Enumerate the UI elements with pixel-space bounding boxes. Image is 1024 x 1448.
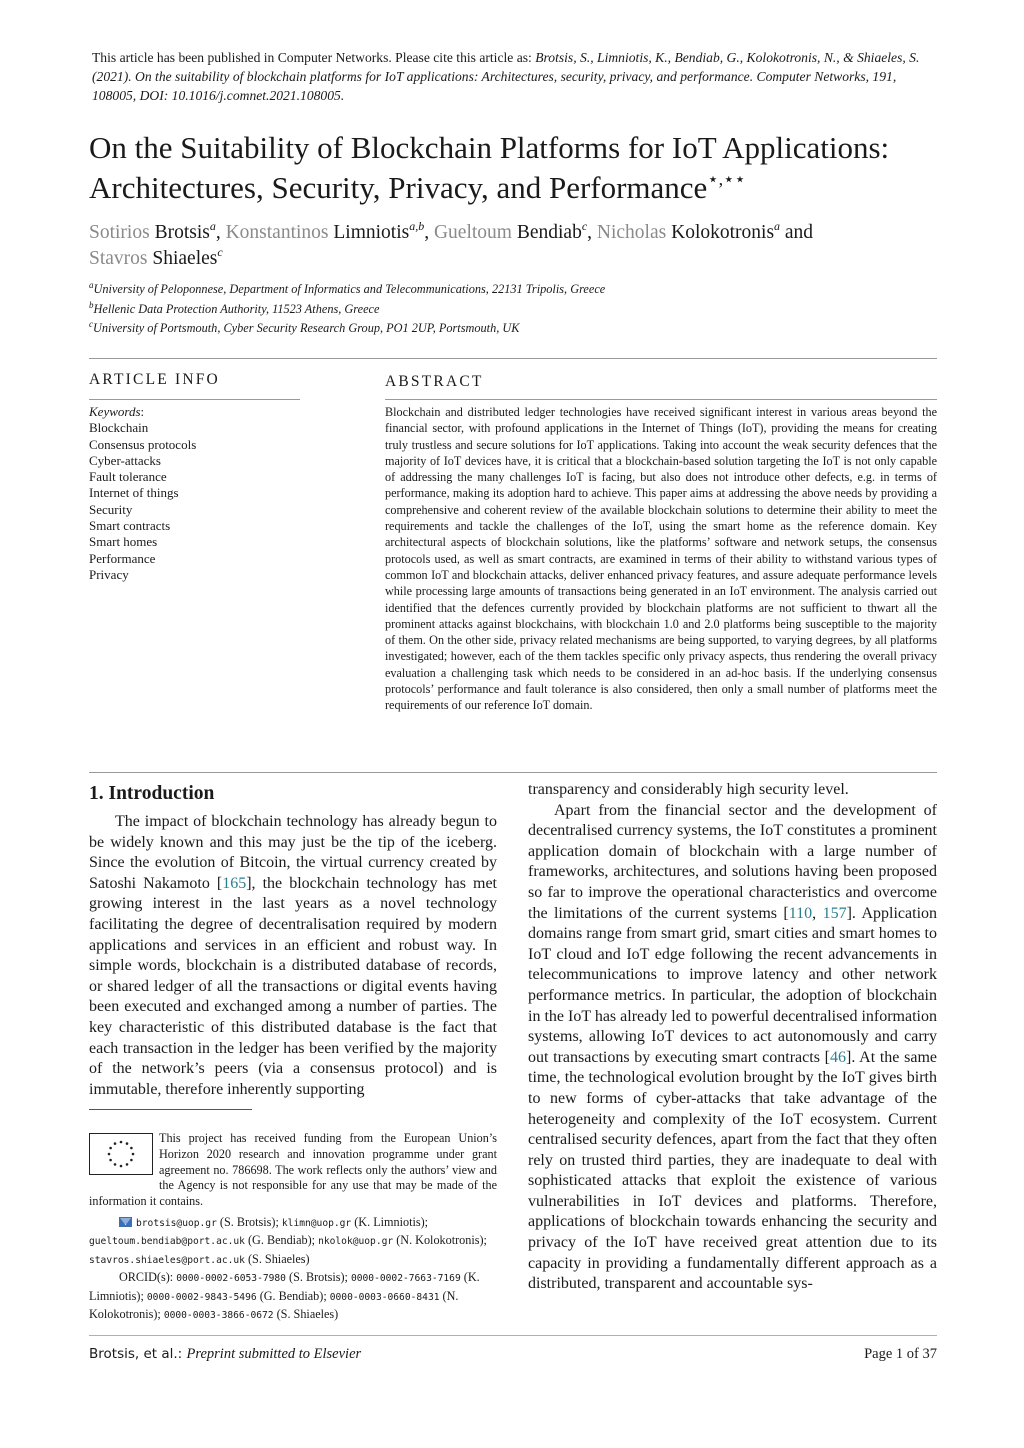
article-info-divider <box>89 399 300 400</box>
author: Sotirios Brotsis$^a$, <box>89 219 226 243</box>
keywords-label: Keywords: <box>89 404 145 419</box>
keyword: Consensus protocols <box>89 436 197 452</box>
page-footer <box>89 1346 937 1363</box>
citation-link[interactable]: 110 <box>788 904 813 922</box>
keyword: Security <box>89 501 133 517</box>
author-list <box>89 220 949 272</box>
email-link[interactable]: brotsis@uop.gr <box>136 1218 217 1229</box>
email-list: brotsis@uop.gr (S. Brotsis); klimn@uop.gr (K. Limniotis); gueltoum.bendiab@port.ac.uk (G. Bendiab); nkolok@uop.gr (N. Kolokotronis); stavros.shiaeles@port.ac.uk (S. Shiaeles) <box>89 1215 487 1266</box>
affiliation: $^a$University of Peloponnese, Department of Informatics and Telecommunications, 22131 Tripolis, Greece <box>89 280 606 296</box>
orcid-id[interactable]: 0000-0002-6053-7980 <box>176 1273 286 1285</box>
email-link[interactable]: stavros.shiaeles@port.ac.uk <box>89 1254 245 1266</box>
intro-paragraph: The impact of blockchain technology has already begun to be widely known and this may just be the tip of the iceberg. Since the evolution of Bitcoin, the virtual currency created by Satoshi Nakamoto [165], the blockchain technology has met growing interest in the last years as a novel technology facilitating the degree of decentralisation required by modern applications and services in an efficient and robust way. In simple words, blockchain is a distributed database of records, or shared ledger of all the transactions or digital events having been executed and exchanged among a number of parties. The key characteristic of this distributed database is the fact that each transaction in the ledger has been verified by the majority of the network’s peers (via a consensus protocol) and is immutable, therefore inherently supporting <box>89 813 498 1098</box>
citation-link[interactable]: 157 <box>822 904 847 922</box>
author: Nicholas Kolokotronis$^a$ and <box>596 219 814 243</box>
article-info-heading: ARTICLE INFO <box>89 371 220 388</box>
abstract-divider <box>385 399 937 400</box>
keyword: Performance <box>89 550 156 566</box>
keyword: Privacy <box>89 566 129 582</box>
title-footnote-marks: ⋆,⋆⋆ <box>707 169 746 189</box>
title-line-1: On the Suitability of Blockchain Platforms for IoT Applications: <box>89 130 890 165</box>
keyword: Cyber-attacks <box>89 452 161 468</box>
paper-title <box>89 128 949 208</box>
notice-citation: Brotsis, S., Limniotis, K., Bendiab, G., Kolokotronis, N., & Shiaeles, S. (2021). On the suitability of blockchain platforms for IoT applications: Architectures, security, privacy, and performance. Computer Networks, 191, 108005, DOI: 10.1016/j.comnet.2021.108005. <box>92 50 920 103</box>
affiliation: $^c$University of Portsmouth, Cyber Security Research Group, PO1 2UP, Portsmouth, UK <box>89 319 520 335</box>
email-link[interactable]: klimn@uop.gr <box>281 1218 352 1229</box>
footnote-rule <box>89 1109 252 1110</box>
orcid-id[interactable]: 0000-0003-3866-0672 <box>163 1310 274 1322</box>
email-link[interactable]: gueltoum.bendiab@port.ac.uk <box>89 1236 245 1248</box>
abstract-text: Blockchain and distributed ledger technologies have received significant interest in various areas beyond the financial sector, with profound applications in the Internet of Things (IoT), providing the means for creating truly trustless and secure solutions for IoT applications. Taking into account the weak security defences that the majority of IoT devices have, it is critical that a blockchain-based solution targeting the IoT is not only capable of addressing the many challenges IoT is facing, but also does not introduce other defects, e.g. in terms of performance, making its adoption hard to achieve. This paper aims at addressing the above needs by providing a comprehensive and coherent review of the available blockchain solutions to determine their ability to meet the requirements and tackle the challenges of the IoT, using the smart home as the reference domain. Key architectural aspects of blockchain solutions, like the platforms’ software and network setups, the consensus protocols used, as well as smart contracts, are examined in terms of their ability to withstand various types of common IoT and blockchain attacks, deliver enhanced privacy features, and assure adequate performance levels while processing large amounts of transactions being generated in an IoT environment. The analysis carried out identified that the defences currently provided by blockchain platforms are not sufficient to thwart all the prominent attacks against blockchains, with blockchain 1.0 and 2.0 platforms being susceptible to the majority of them. On the other side, privacy related mechanisms are being supported, to varying degrees, by all platforms investigated; however, each of the them tackles specific only privacy aspects, thus rendering the overall privacy evaluation a challenging task which needs to be considered in an ad-hoc basis. If the underlying consensus protocols’ performance and fault tolerance is also considered, then only a small number of platforms meet the requirements of our reference IoT domain. <box>385 405 937 713</box>
keyword: Internet of things <box>89 485 179 501</box>
mail-icon <box>119 1217 132 1227</box>
orcid-id[interactable]: 0000-0002-9843-5496 <box>146 1291 257 1303</box>
affiliation-list <box>89 280 949 339</box>
citation-link[interactable]: 165 <box>222 874 247 892</box>
intro-right-column <box>528 780 937 1295</box>
contact-footnote <box>89 1214 497 1324</box>
keyword-list <box>89 404 309 583</box>
intro-paragraph: Apart from the financial sector and the development of decentralised currency systems, the IoT constitutes a prominent application domain of blockchain with a large number of frameworks, architectures, and solutions having been proposed so far to improve the operational characteristics and overcome the limitations of the current systems [110, 157]. Application domains range from smart grid, smart cities and smart homes to IoT cloud and IoT edge following the recent advancements in telecommunications to improve latency and other network performance metrics. In particular, the adoption of blockchain in the IoT has already led to powerful decentralised information systems, allowing IoT devices to act autonomously and carry out transactions by executing smart contracts [46]. At the same time, the technological evolution brought by the IoT gives birth to new forms of cyber-attacks that take advantage of the heterogeneity and complexity of the IoT ecosystem. Current centralised security defences, apart from the fact that they often rely on trusted third parties, they are inadequate to deal with sophisticated attacks that exploit the existence of various vulnerabilities in IoT devices and platforms. Therefore, applications of blockchain towards enhancing the security and privacy of the IoT have received great attention due to its capacity in providing a fundamentally different approach as a distributed, transparent and accountable sys- <box>528 801 938 1293</box>
footer-divider <box>89 1335 937 1336</box>
intro-paragraph-continued: transparency and considerably high security level. <box>528 781 849 798</box>
footer-running-head: Brotsis, et al.: Preprint submitted to Elsevier <box>89 1346 362 1362</box>
keyword: Blockchain <box>89 420 149 436</box>
body-divider <box>89 772 937 773</box>
page-number: Page 1 of 37 <box>864 1346 937 1362</box>
orcid-id[interactable]: 0000-0002-7663-7169 <box>350 1273 461 1285</box>
keyword: Fault tolerance <box>89 469 167 485</box>
header-divider <box>89 358 937 359</box>
email-link[interactable]: nkolok@uop.gr <box>318 1236 394 1248</box>
introduction-heading: 1. Introduction <box>89 783 215 804</box>
author: Gueltoum Bendiab$^c$, <box>433 219 597 243</box>
abstract-heading: ABSTRACT <box>385 373 484 390</box>
intro-left-column <box>89 812 497 1100</box>
citation-link[interactable]: 46 <box>829 1048 846 1066</box>
citation-notice <box>92 48 932 105</box>
affiliation: $^b$Hellenic Data Protection Authority, 11523 Athens, Greece <box>89 299 380 316</box>
funding-footnote: This project has received funding from the European Union’s Horizon 2020 research and innovation programme under grant agreement no. 786698. The work reflects only the authors’ view and the Agency is not responsible for any use that may be made of the information it contains. <box>89 1131 497 1209</box>
keyword: Smart contracts <box>89 518 171 534</box>
orcid-id[interactable]: 0000-0003-0660-8431 <box>329 1291 440 1303</box>
author: Stavros Shiaeles$^c$ <box>89 245 223 269</box>
notice-prefix: This article has been published in Computer Networks. Please cite this article as: <box>92 50 536 65</box>
title-line-2: Architectures, Security, Privacy, and Performance <box>89 170 708 205</box>
keyword: Smart homes <box>89 534 158 550</box>
author: Konstantinos Limniotis$^{a,b}$, <box>225 219 434 243</box>
orcid-list: ORCID(s): 0000-0002-6053-7980 (S. Brotsis); 0000-0002-7663-7169 (K. Limniotis); 0000-0002-9843-5496 (G. Bendiab); 0000-0003-0660-8431 (N. Kolokotronis); 0000-0003-3866-0672 (S. Shiaeles) <box>89 1270 480 1322</box>
